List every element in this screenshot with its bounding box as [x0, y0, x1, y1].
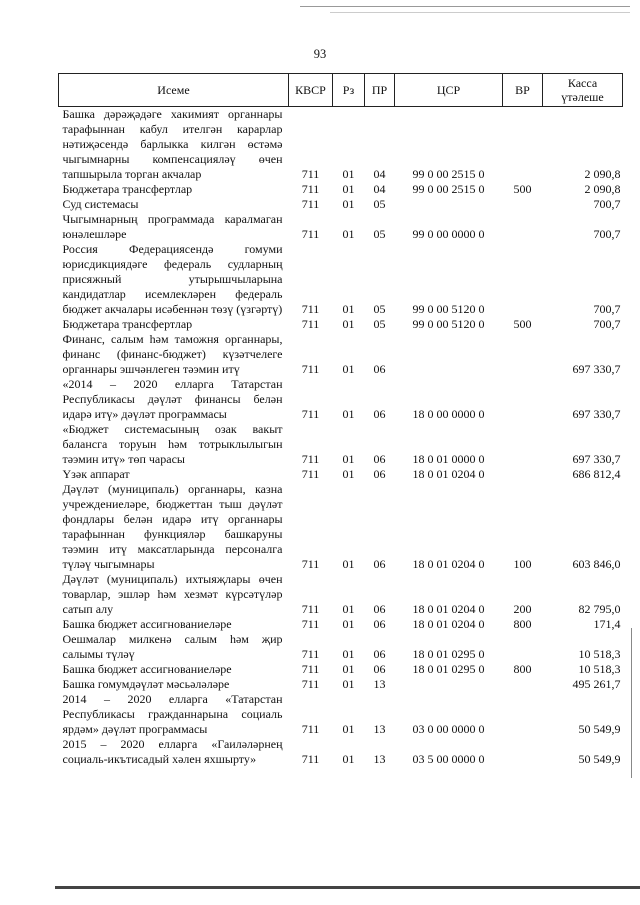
row-name: Оешмалар милкенә салым һәм җир салымы түләү: [62, 632, 283, 661]
table-row: [59, 692, 623, 737]
row-vr: [503, 737, 543, 767]
row-pr: 05: [373, 317, 386, 331]
row-pr: 13: [373, 677, 386, 691]
table-row: [59, 332, 623, 377]
row-vr: 500: [513, 317, 532, 331]
row-pr: 06: [373, 362, 386, 376]
row-amount: 495 261,7: [572, 677, 621, 691]
table-row: [59, 182, 623, 197]
row-amount: 50 549,9: [578, 722, 621, 736]
row-amount: 2 090,8: [584, 182, 621, 196]
row-rz: 01: [342, 662, 355, 676]
row-pr: 13: [373, 722, 386, 736]
row-pr: 06: [373, 647, 386, 661]
row-pr: 04: [373, 167, 386, 181]
row-csr: 18 0 01 0000 0: [412, 452, 485, 466]
row-vr: [503, 197, 543, 212]
row-rz: 01: [342, 362, 355, 376]
row-amount: 686 812,4: [572, 467, 621, 481]
row-vr: 800: [513, 617, 532, 631]
table-body: [59, 107, 623, 768]
table-row: [59, 242, 623, 317]
row-pr: 05: [373, 302, 386, 316]
row-vr: [503, 467, 543, 482]
row-vr: [503, 677, 543, 692]
row-pr: 06: [373, 467, 386, 481]
row-name: Чыгымнарның программада каралмаган юнәлешләре: [62, 212, 283, 241]
row-rz: 01: [342, 722, 355, 736]
row-rz: 01: [342, 677, 355, 691]
row-rz: 01: [342, 752, 355, 766]
row-kvsr: 711: [301, 602, 320, 616]
row-kvsr: 711: [301, 557, 320, 571]
row-csr: 18 0 01 0204 0: [412, 467, 485, 481]
row-csr: 99 0 00 0000 0: [412, 227, 485, 241]
row-pr: 05: [373, 197, 386, 211]
row-vr: [503, 377, 543, 422]
row-csr: 99 0 00 2515 0: [412, 167, 485, 181]
top-rule: [300, 6, 630, 7]
table-row: [59, 212, 623, 242]
row-kvsr: 711: [301, 647, 320, 661]
row-amount: 700,7: [593, 317, 621, 331]
right-margin-rule: [631, 628, 632, 778]
table-row: [59, 662, 623, 677]
row-kvsr: 711: [301, 407, 320, 421]
header-kassa: [543, 74, 623, 107]
row-name: Үзәк аппарат: [62, 467, 130, 481]
row-amount: 50 549,9: [578, 752, 621, 766]
row-pr: 06: [373, 602, 386, 616]
row-csr: 18 0 01 0204 0: [412, 602, 485, 616]
top-rule-secondary: [330, 12, 630, 13]
row-amount: 697 330,7: [572, 407, 621, 421]
row-vr: 200: [513, 602, 532, 616]
row-pr: 06: [373, 407, 386, 421]
row-amount: 10 518,3: [578, 647, 621, 661]
table-row: [59, 197, 623, 212]
row-csr: 03 5 00 0000 0: [412, 752, 485, 766]
row-pr: 06: [373, 662, 386, 676]
row-pr: 05: [373, 227, 386, 241]
row-pr: 06: [373, 617, 386, 631]
row-kvsr: 711: [301, 452, 320, 466]
row-csr: 99 0 00 2515 0: [412, 182, 485, 196]
row-kvsr: 711: [301, 752, 320, 766]
header-kassa-line2: үтәлеше: [561, 90, 604, 104]
row-name: Россия Федерациясендә гомуми юрисдикциядәге федераль судларның присяжный утырышчыларына кандидатлар исемлекләрен федераль бюджет акчалары исәбеннән төзү (үзгәртү): [62, 242, 283, 316]
row-vr: [503, 332, 543, 377]
row-vr: 100: [513, 557, 532, 571]
row-rz: 01: [342, 302, 355, 316]
row-name: Бюджетара трансфертлар: [62, 182, 193, 196]
row-name: «2014 – 2020 елларга Татарстан Республикасы дәүләт финансы белән идарә итү» дәүләт программасы: [62, 377, 283, 421]
row-rz: 01: [342, 182, 355, 196]
header-csr: ЦСР: [395, 74, 503, 107]
table-row: [59, 632, 623, 662]
row-csr: [395, 677, 503, 692]
row-name: 2014 – 2020 елларга «Татарстан Республикасы гражданнарына социаль ярдәм» дәүләт программасы: [62, 692, 283, 736]
row-amount: 700,7: [593, 302, 621, 316]
row-name: Башка бюджет ассигнованиеләре: [62, 617, 232, 631]
row-vr: 500: [513, 182, 532, 196]
row-name: Башка бюджет ассигнованиеләре: [62, 662, 232, 676]
row-rz: 01: [342, 197, 355, 211]
row-name: Дәүләт (муниципаль) ихтыяҗлары өчен товарлар, эшләр һәм хезмәт күрсәтүләр сатып алу: [62, 572, 283, 616]
table-row: [59, 617, 623, 632]
row-kvsr: 711: [301, 227, 320, 241]
row-csr: 18 0 01 0295 0: [412, 662, 485, 676]
row-vr: 800: [513, 662, 532, 676]
row-amount: 2 090,8: [584, 167, 621, 181]
row-csr: [395, 197, 503, 212]
row-csr: 18 0 01 0295 0: [412, 647, 485, 661]
row-amount: 171,4: [593, 617, 621, 631]
row-kvsr: 711: [301, 362, 320, 376]
table-row: [59, 317, 623, 332]
table-row: [59, 107, 623, 183]
row-rz: 01: [342, 467, 355, 481]
header-name: Исеме: [59, 74, 289, 107]
row-name: Бюджетара трансфертлар: [62, 317, 193, 331]
row-vr: [503, 107, 543, 183]
budget-table: [58, 73, 623, 767]
row-csr: 03 0 00 0000 0: [412, 722, 485, 736]
table-row: [59, 482, 623, 572]
row-csr: [395, 332, 503, 377]
page-number: 93: [313, 47, 327, 61]
row-name: Суд системасы: [62, 197, 139, 211]
table-row: [59, 737, 623, 767]
row-rz: 01: [342, 557, 355, 571]
row-kvsr: 711: [301, 467, 320, 481]
table-row: [59, 677, 623, 692]
row-amount: 697 330,7: [572, 452, 621, 466]
header-pr: ПР: [365, 74, 395, 107]
row-kvsr: 711: [301, 662, 320, 676]
row-csr: 99 0 00 5120 0: [412, 302, 485, 316]
row-rz: 01: [342, 602, 355, 616]
table-row: [59, 422, 623, 467]
row-name: Дәүләт (муниципаль) органнары, казна учреждениеләре, бюджеттан тыш дәүләт фондлары белән идарә итү органнары тарафыннан функцияләр башкаруны тәэмин итү максатларында персоналга түләү чыгымнары: [62, 482, 283, 571]
header-vr: ВР: [503, 74, 543, 107]
row-amount: 700,7: [593, 227, 621, 241]
row-kvsr: 711: [301, 617, 320, 631]
row-rz: 01: [342, 227, 355, 241]
row-vr: [503, 242, 543, 317]
row-kvsr: 711: [301, 722, 320, 736]
row-rz: 01: [342, 617, 355, 631]
row-pr: 06: [373, 557, 386, 571]
row-amount: 700,7: [593, 197, 621, 211]
row-kvsr: 711: [301, 317, 320, 331]
row-csr: 18 0 01 0204 0: [412, 617, 485, 631]
row-name: «Бюджет системасының озак вакыт балансга торуын һәм тотрыклылыгын тәэмин итү» төп чарасы: [62, 422, 283, 466]
table-row: [59, 467, 623, 482]
row-rz: 01: [342, 647, 355, 661]
row-kvsr: 711: [301, 677, 320, 691]
row-name: Финанс, салым һәм таможня органнары, финанс (финанс-бюджет) күзәтчелеге органнары эшчәнлеген тәэмин итү: [62, 332, 283, 376]
row-pr: 06: [373, 452, 386, 466]
bottom-rule: [55, 886, 640, 889]
row-name: Башка дәрәҗәдәге хакимият органнары тарафыннан кабул ителгән карарлар нәтиҗәсендә барлыкка килгән өстәмә чыгымнарны компенсацияләү өчен тапшырыла торган акчалар: [62, 107, 283, 181]
table-header-row: [59, 74, 623, 107]
row-amount: 82 795,0: [578, 602, 621, 616]
row-amount: 603 846,0: [572, 557, 621, 571]
row-vr: [503, 422, 543, 467]
row-vr: [503, 212, 543, 242]
row-rz: 01: [342, 167, 355, 181]
row-vr: [503, 692, 543, 737]
row-amount: 10 518,3: [578, 662, 621, 676]
table-row: [59, 377, 623, 422]
header-kassa-line1: Касса: [567, 76, 598, 90]
row-csr: 18 0 01 0204 0: [412, 557, 485, 571]
row-kvsr: 711: [301, 167, 320, 181]
row-kvsr: 711: [301, 197, 320, 211]
row-pr: 04: [373, 182, 386, 196]
header-kvsr: КВСР: [289, 74, 333, 107]
row-name: 2015 – 2020 елларга «Гаиләләрнең социаль-икътисадый хәлен яхшырту»: [62, 737, 283, 766]
row-pr: 13: [373, 752, 386, 766]
row-csr: 18 0 00 0000 0: [412, 407, 485, 421]
row-vr: [503, 632, 543, 662]
row-kvsr: 711: [301, 302, 320, 316]
row-kvsr: 711: [301, 182, 320, 196]
header-rz: Рз: [333, 74, 365, 107]
row-amount: 697 330,7: [572, 362, 621, 376]
row-rz: 01: [342, 407, 355, 421]
table-row: [59, 572, 623, 617]
row-rz: 01: [342, 452, 355, 466]
row-name: Башка гомумдәүләт мәсьәләләре: [62, 677, 230, 691]
row-rz: 01: [342, 317, 355, 331]
row-csr: 99 0 00 5120 0: [412, 317, 485, 331]
